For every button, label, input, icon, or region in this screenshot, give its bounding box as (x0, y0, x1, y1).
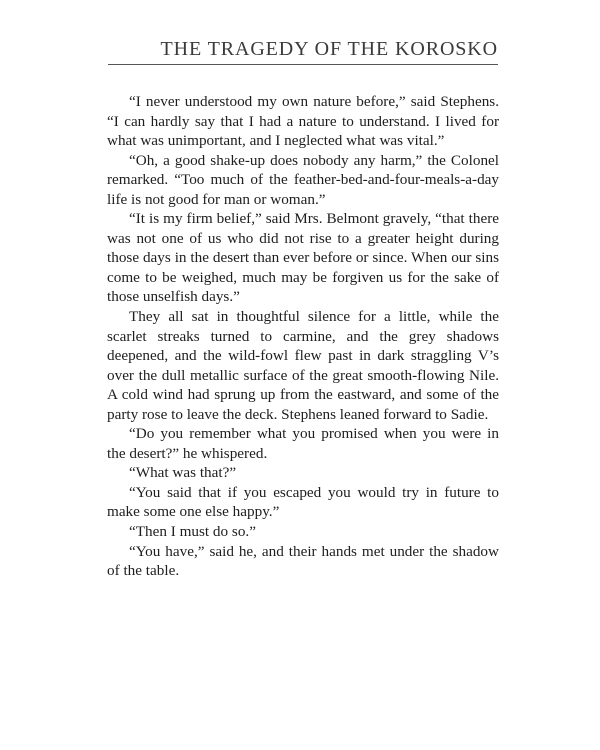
paragraph: “Then I must do so.” (129, 523, 256, 541)
paragraph: “You said that if you escaped you would try in future to make some one else happy.” (107, 483, 499, 521)
header-rule (108, 64, 498, 65)
running-header: THE TRAGEDY OF THE KOROSKO (160, 38, 498, 60)
paragraph: “I never understood my own nature before,” said Stephens. “I can hardly say that I had a nature to understand. I lived for what was unimportant, and I neglected what was vital.” (107, 93, 499, 150)
paragraph: “You have,” said he, and their hands met under the shadow of the table. (107, 542, 499, 580)
paragraph: “Do you remember what you promised when you were in the desert?” he whispered. (107, 425, 499, 462)
paragraph: “What was that?” (129, 464, 237, 482)
paragraph: “Oh, a good shake-up does nobody any harm,” the Colonel remarked. “Too much of the feather-bed-and-four-meals-a-day life is not good for man or woman.” (107, 151, 499, 208)
paragraph: “It is my firm belief,” said Mrs. Belmont gravely, “that there was not one of us who did not rise to a greater height during those days in the desert than ever before or since. When our sins come to be weighed, much may be forgiven us for the sake of those unselfish days.” (107, 210, 499, 306)
paragraph: They all sat in thoughtful silence for a little, while the scarlet streaks turned to carmine, and the grey shadows deepened, and the wild-fowl flew past in dark straggling V’s over the dull metallic surface of the great smooth-flowing Nile. A cold wind had sprung up from the eastward, and some of the party rose to leave the deck. Stephens leaned forward to Sadie. (107, 308, 499, 423)
body-text (107, 92, 499, 581)
